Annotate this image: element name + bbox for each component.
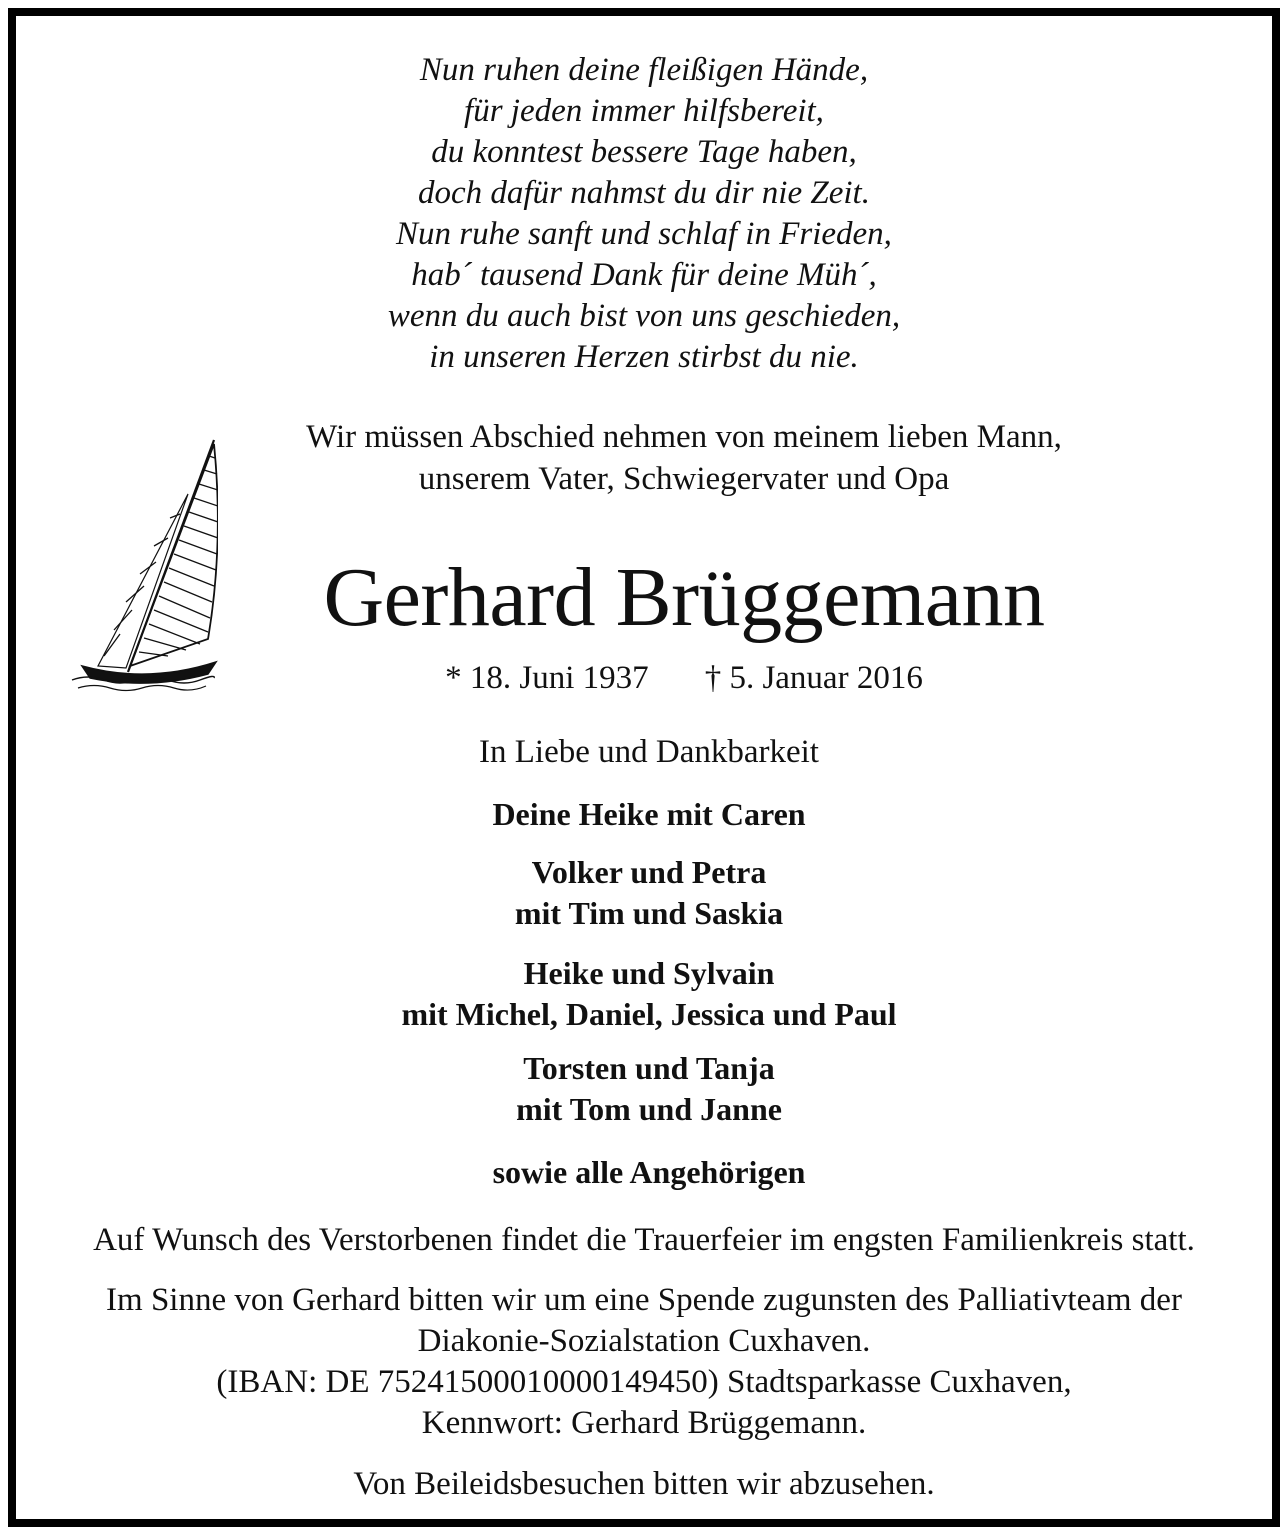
obituary-content (16, 16, 1272, 1519)
donation-notice (34, 1280, 1254, 1444)
family-group (166, 1152, 1132, 1193)
intro-line: Wir müssen Abschied nehmen von meinem lieben Mann, (306, 419, 1062, 455)
poem-line: für jeden immer hilfsbereit, (464, 93, 824, 129)
birth-date: * 18. Juni 1937 (445, 660, 649, 696)
donation-line: Kennwort: Gerhard Brüggemann. (421, 1405, 867, 1441)
death-date: † 5. Januar 2016 (704, 660, 923, 696)
family-group (166, 1048, 1132, 1130)
intro-line: unserem Vater, Schwiegervater und Opa (418, 461, 950, 497)
family-group (166, 953, 1132, 1035)
donation-line: Diakonie-Sozialstation Cuxhaven. (417, 1323, 871, 1359)
family-group (166, 794, 1132, 835)
family-line: Volker und Petra (531, 854, 767, 890)
family-line: mit Michel, Daniel, Jessica und Paul (401, 996, 897, 1032)
poem-line: hab´ tausend Dank für deine Müh´, (411, 257, 877, 293)
obituary-frame (8, 8, 1280, 1527)
deceased-name: Gerhard Brüggemann (323, 551, 1045, 644)
family-line: sowie alle Angehörigen (492, 1154, 806, 1190)
visits-notice: Von Beileidsbesuchen bitten wir abzusehen. (353, 1466, 935, 1502)
poem-line: in unseren Herzen stirbst du nie. (429, 339, 859, 375)
closing-phrase: In Liebe und Dankbarkeit (479, 734, 819, 770)
poem-line: wenn du auch bist von uns geschieden, (387, 298, 901, 334)
poem-line: Nun ruhe sanft und schlaf in Frieden, (396, 216, 892, 252)
family-line: mit Tom und Janne (516, 1091, 782, 1127)
family-line: Torsten und Tanja (523, 1050, 775, 1086)
poem-line: Nun ruhen deine fleißigen Hände, (419, 52, 869, 88)
poem-line: doch dafür nahmst du dir nie Zeit. (418, 175, 870, 211)
life-dates (166, 656, 1202, 700)
donation-line: (IBAN: DE 75241500010000149450) Stadtsparkasse Cuxhaven, (216, 1364, 1072, 1400)
family-line: Heike und Sylvain (523, 955, 775, 991)
family-line: Deine Heike mit Caren (492, 796, 806, 832)
poem (256, 50, 1032, 378)
ceremony-notice: Auf Wunsch des Verstorbenen findet die Trauerfeier im engsten Familienkreis statt. (93, 1222, 1195, 1258)
intro-text (166, 416, 1202, 500)
family-group (166, 852, 1132, 934)
poem-line: du konntest bessere Tage haben, (431, 134, 857, 170)
family-line: mit Tim und Saskia (514, 895, 784, 931)
donation-line: Im Sinne von Gerhard bitten wir um eine Spende zugunsten des Palliativteam der (106, 1282, 1182, 1318)
